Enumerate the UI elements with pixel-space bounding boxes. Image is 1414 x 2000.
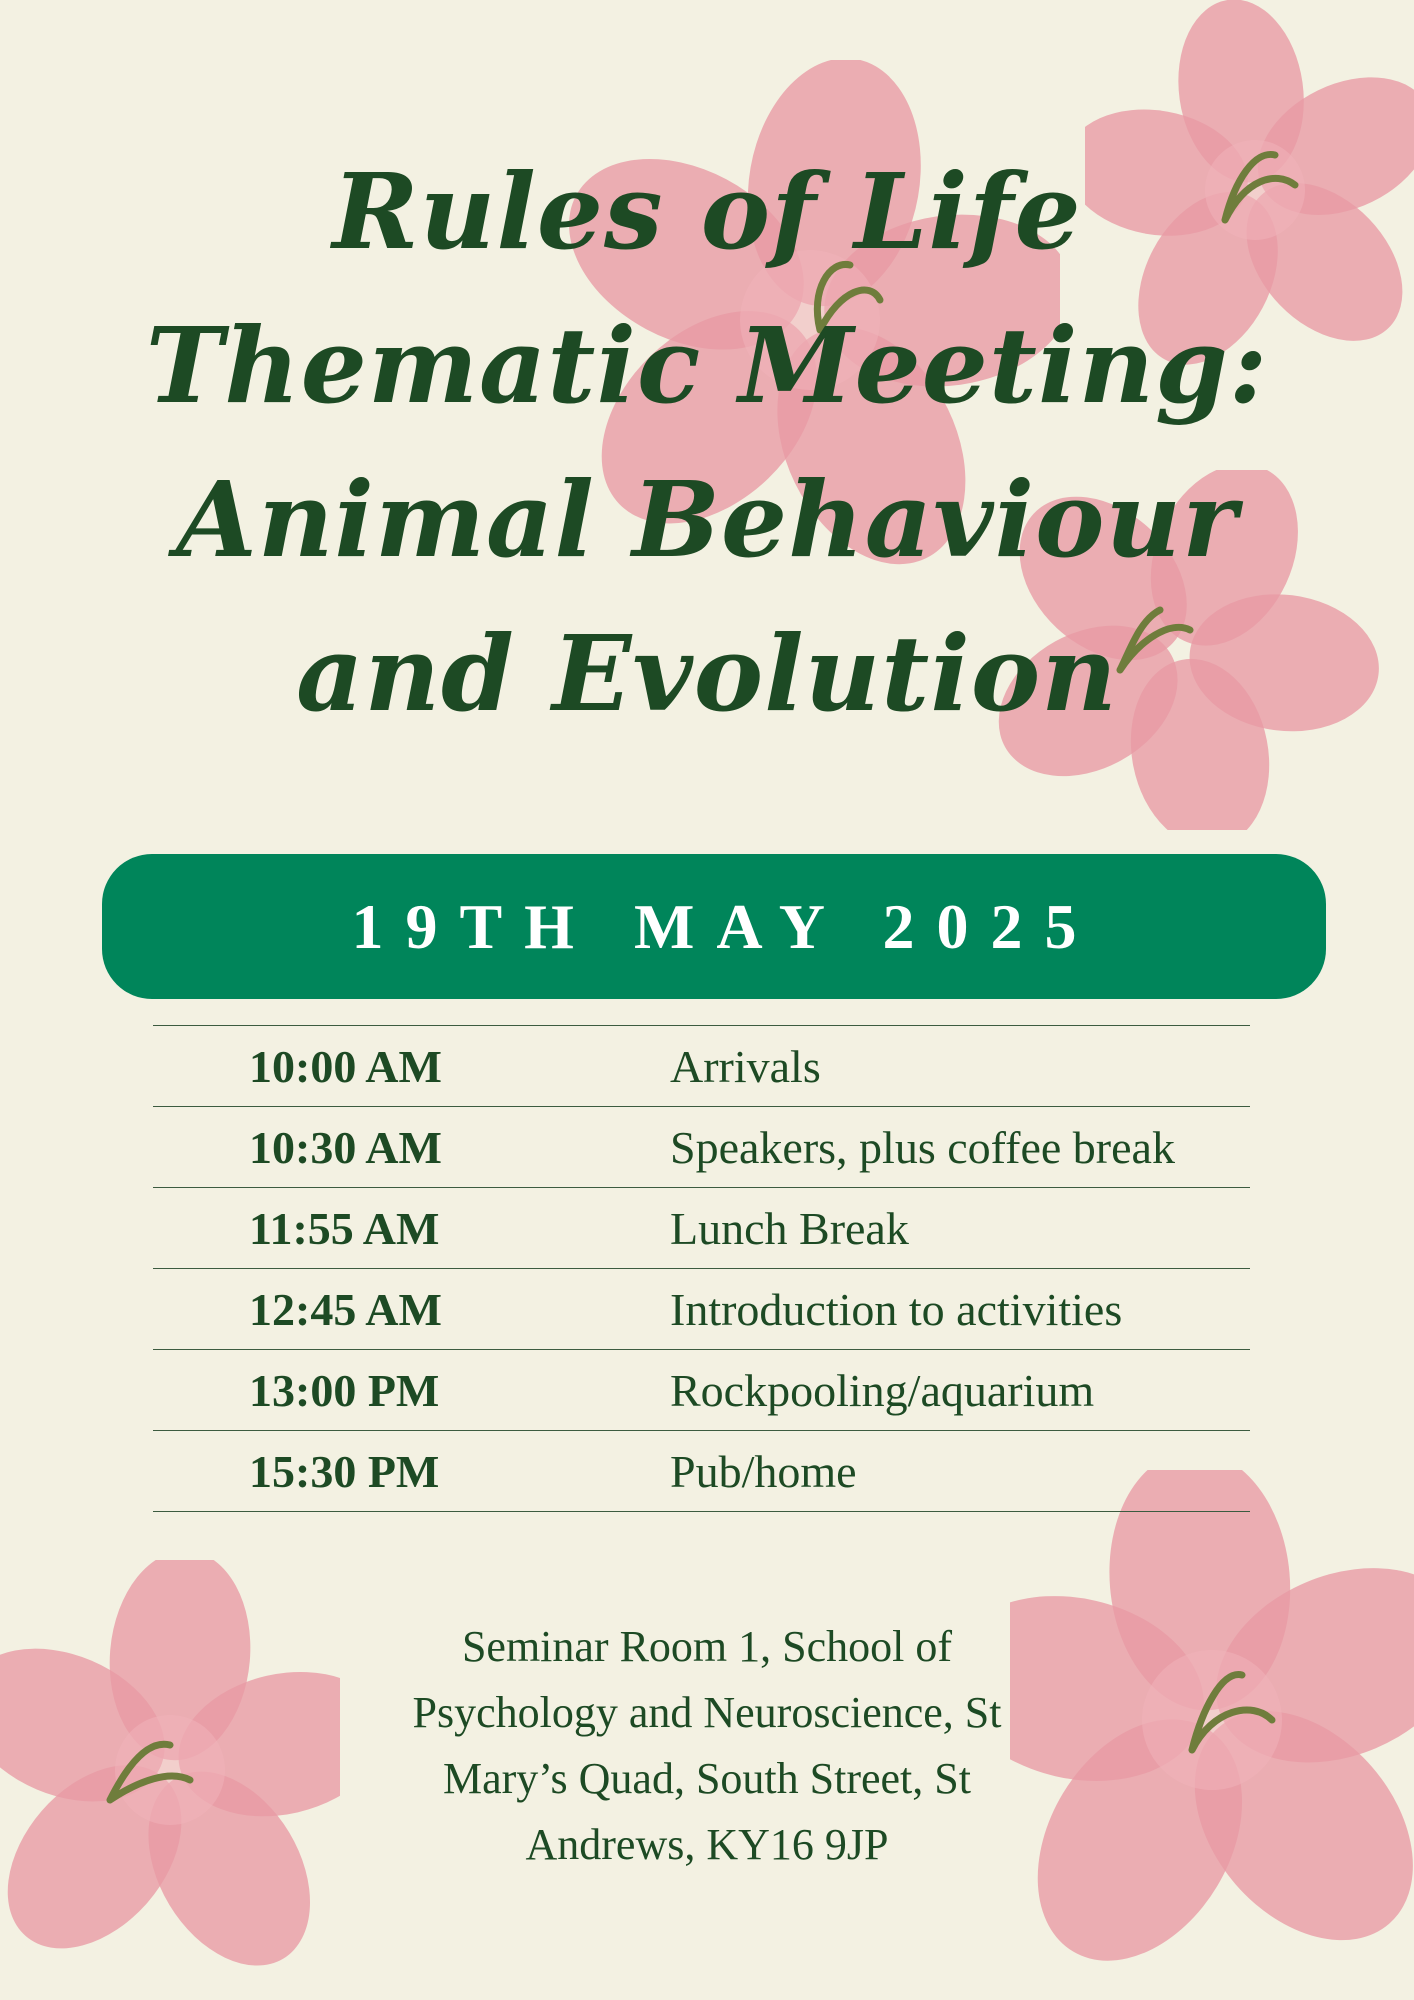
schedule-activity: Pub/home xyxy=(670,1445,857,1497)
schedule-activity: Speakers, plus coffee break xyxy=(670,1121,1175,1173)
title-line: Animal Behaviour xyxy=(176,458,1238,581)
address-line: Seminar Room 1, School of xyxy=(461,1622,953,1671)
schedule-row xyxy=(153,1106,1250,1187)
schedule-time: 10:00 AM xyxy=(249,1040,442,1092)
title-line: Rules of Life xyxy=(332,150,1082,273)
schedule-row xyxy=(153,1268,1250,1349)
schedule-time: 10:30 AM xyxy=(249,1121,442,1173)
schedule-activity: Arrivals xyxy=(670,1040,821,1092)
address-line: Andrews, KY16 9JP xyxy=(525,1820,889,1869)
schedule-activity: Rockpooling/aquarium xyxy=(670,1364,1095,1416)
schedule-row xyxy=(153,1025,1250,1106)
event-title xyxy=(40,135,1374,751)
event-date: 19TH MAY 2025 xyxy=(351,890,1099,962)
schedule-activity: Lunch Break xyxy=(670,1202,909,1254)
venue-address xyxy=(307,1614,1107,1878)
schedule-time: 12:45 AM xyxy=(249,1283,442,1335)
title-line: Thematic Meeting: xyxy=(145,304,1269,427)
schedule-row xyxy=(153,1187,1250,1268)
schedule-time: 13:00 PM xyxy=(249,1364,440,1416)
schedule-row xyxy=(153,1349,1250,1430)
schedule-table xyxy=(153,1025,1250,1512)
title-line: and Evolution xyxy=(296,612,1118,735)
flower-decoration-bottom-left xyxy=(0,1560,340,2000)
address-line: Mary’s Quad, South Street, St xyxy=(443,1754,971,1803)
date-banner xyxy=(102,854,1326,999)
address-line: Psychology and Neuroscience, St xyxy=(412,1688,1002,1737)
schedule-time: 11:55 AM xyxy=(249,1202,440,1254)
schedule-row xyxy=(153,1430,1250,1512)
schedule-activity: Introduction to activities xyxy=(670,1283,1123,1335)
schedule-time: 15:30 PM xyxy=(249,1445,440,1497)
